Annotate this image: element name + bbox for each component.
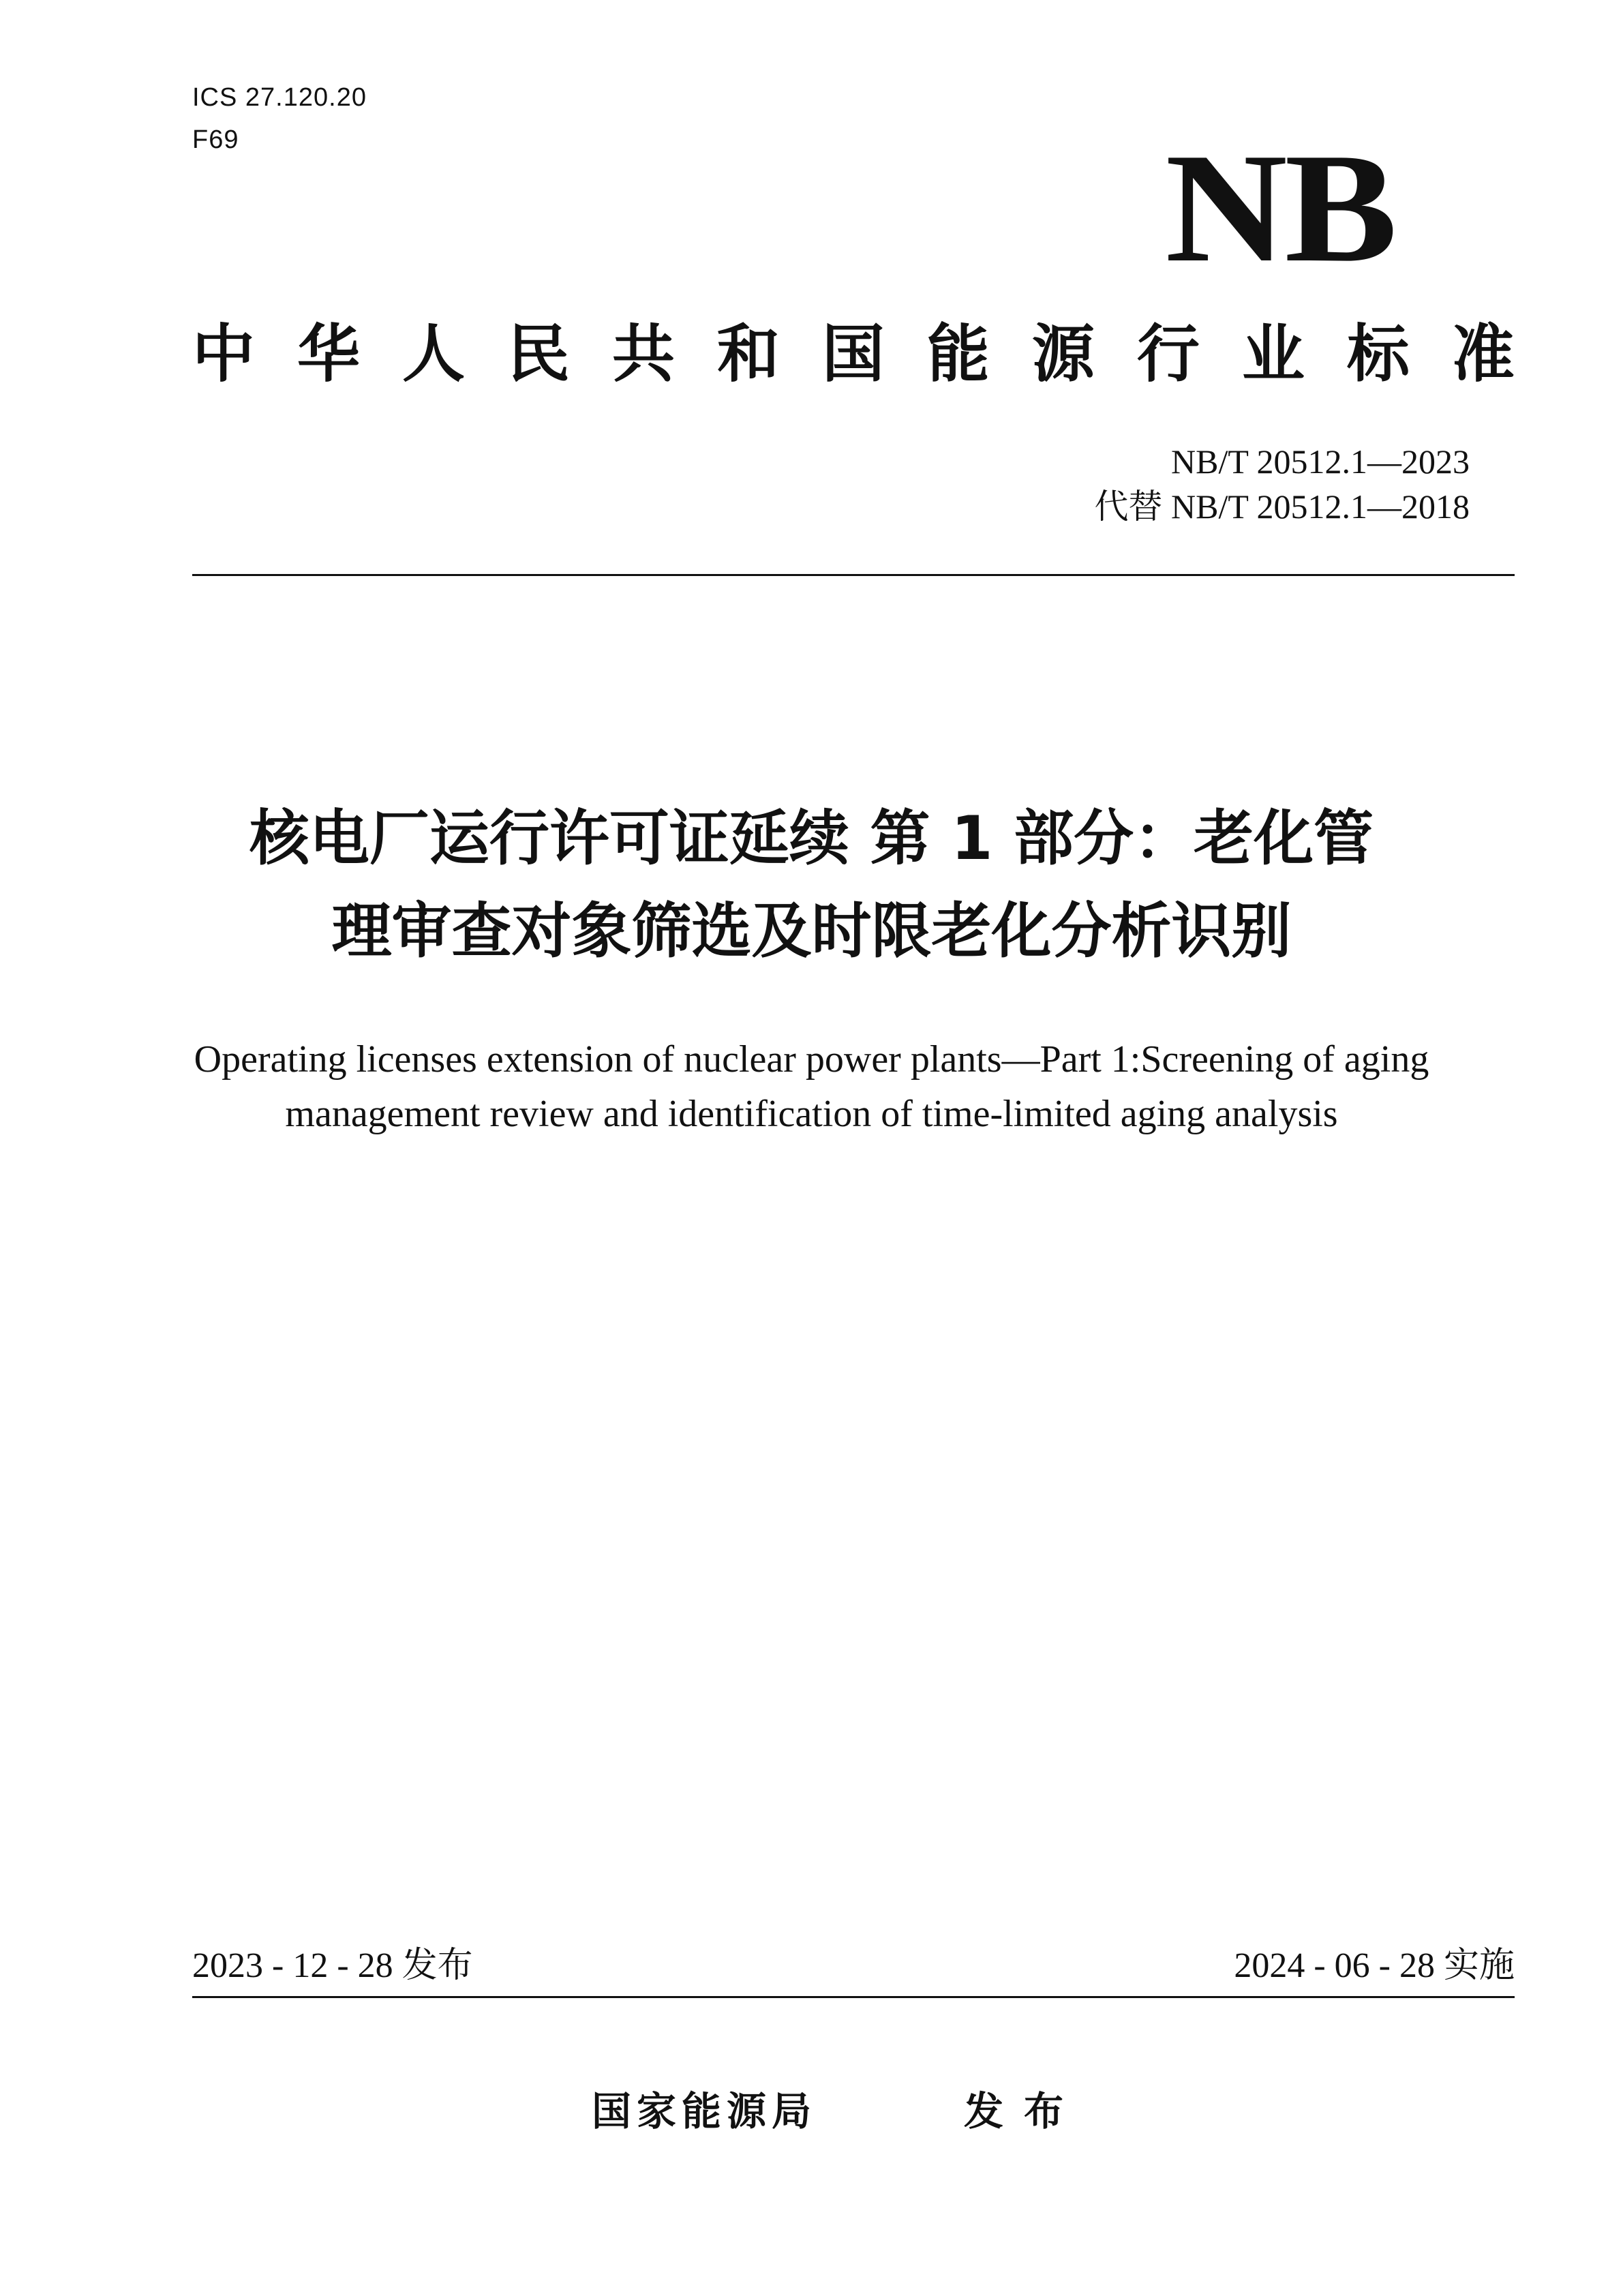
standard-type-char: 标: [1346, 318, 1410, 391]
standard-type-char: 国: [821, 318, 885, 391]
chinese-title-line-1: 核电厂运行许可证延续 第 1 部分：老化管: [249, 803, 1374, 873]
standard-type-char: 中: [192, 318, 256, 391]
ics-code: ICS 27.120.20: [192, 83, 367, 112]
issue-action: 发布: [964, 2088, 1084, 2134]
standard-type-char: 准: [1451, 318, 1515, 391]
standard-type-char: 业: [1241, 318, 1305, 391]
english-title-line-1: Operating licenses extension of nuclear power plants—Part 1:Screening of aging: [194, 1038, 1429, 1081]
footer-divider: [192, 1996, 1515, 1998]
standard-type-char: 共: [611, 318, 675, 391]
standard-type-char: 源: [1031, 318, 1095, 391]
standard-number: NB/T 20512.1—2023: [1171, 442, 1470, 481]
standard-type-char: 和: [716, 318, 780, 391]
standard-type-heading: [192, 314, 1515, 395]
header-divider: [192, 574, 1515, 576]
nb-logo: NB: [1165, 121, 1395, 294]
chinese-title-line-2: 理审查对象筛选及时限老化分析识别: [331, 896, 1292, 966]
standard-type-char: 能: [926, 318, 990, 391]
english-title-line-2: management review and identification of time-limited aging analysis: [285, 1093, 1338, 1135]
ccs-code: F69: [192, 125, 239, 154]
replaced-standard-number: 代替 NB/T 20512.1—2018: [1094, 487, 1470, 526]
standard-type-char: 行: [1136, 318, 1200, 391]
issuing-authority: 国家能源局: [592, 2088, 817, 2134]
effective-date: 2024 - 06 - 28 实施: [1234, 1946, 1515, 1985]
standard-type-char: 人: [401, 318, 465, 391]
standard-type-char: 民: [506, 318, 570, 391]
standard-type-char: 华: [297, 318, 360, 391]
publication-date: 2023 - 12 - 28 发布: [192, 1946, 473, 1985]
